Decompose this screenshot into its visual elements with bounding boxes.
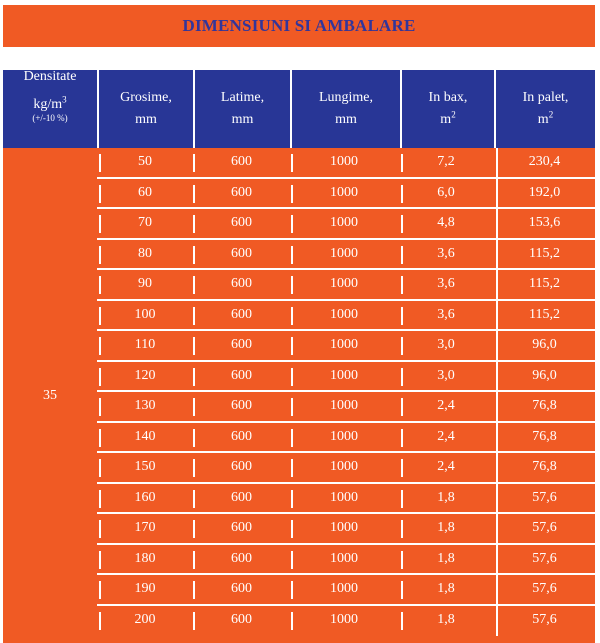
cell-divider <box>291 398 293 416</box>
cell-divider <box>496 331 498 362</box>
cell-pallet: 76,8 <box>532 459 557 475</box>
cell-divider <box>193 398 195 416</box>
header-density <box>3 70 97 148</box>
table-row <box>97 484 595 515</box>
cell-length: 1000 <box>330 367 358 383</box>
cell-divider <box>401 520 403 538</box>
cell-divider <box>496 301 498 332</box>
cell-divider <box>193 551 195 569</box>
cell-divider <box>291 276 293 294</box>
cell-width: 600 <box>231 245 252 261</box>
cell-thickness: 180 <box>134 550 156 566</box>
cell-divider <box>99 490 101 508</box>
cell-divider <box>99 551 101 569</box>
cell-thickness: 90 <box>138 276 152 292</box>
cell-thickness: 70 <box>138 215 152 231</box>
table-row <box>97 148 595 179</box>
cell-divider <box>496 240 498 271</box>
cell-width: 600 <box>231 459 252 475</box>
table-row <box>97 545 595 576</box>
cell-length: 1000 <box>330 184 358 200</box>
table-row <box>97 209 595 240</box>
cell-length: 1000 <box>330 154 358 170</box>
cell-divider <box>496 179 498 210</box>
cell-length: 1000 <box>330 306 358 322</box>
cell-width: 600 <box>231 611 252 627</box>
cell-divider <box>193 368 195 386</box>
cell-divider <box>496 148 498 179</box>
cell-pallet: 96,0 <box>532 337 557 353</box>
cell-divider <box>401 276 403 294</box>
header-width: Latime, mm <box>220 90 265 127</box>
cell-divider <box>99 337 101 355</box>
cell-box: 2,4 <box>437 459 455 475</box>
cell-divider <box>401 185 403 203</box>
cell-divider <box>193 185 195 203</box>
cell-divider <box>291 246 293 264</box>
cell-pallet: 115,2 <box>529 245 560 261</box>
cell-box: 1,8 <box>437 550 455 566</box>
cell-divider <box>99 215 101 233</box>
cell-divider <box>401 429 403 447</box>
cell-divider <box>99 429 101 447</box>
header-density-tolerance: (+/-10 %) <box>32 113 68 123</box>
cell-length: 1000 <box>330 520 358 536</box>
cell-divider <box>401 490 403 508</box>
title-bar <box>3 5 595 47</box>
header-density-label: Densitate <box>23 69 77 84</box>
cell-divider <box>291 368 293 386</box>
cell-width: 600 <box>231 581 252 597</box>
cell-box: 2,4 <box>437 398 455 414</box>
cell-divider <box>291 185 293 203</box>
cell-width: 600 <box>231 154 252 170</box>
cell-divider <box>401 215 403 233</box>
cell-box: 1,8 <box>437 611 455 627</box>
cell-divider <box>496 606 498 637</box>
cell-divider <box>99 459 101 477</box>
cell-pallet: 96,0 <box>532 367 557 383</box>
cell-width: 600 <box>231 520 252 536</box>
cell-divider <box>401 612 403 630</box>
cell-box: 3,0 <box>437 367 455 383</box>
header-density-unit: $kg/m^3$ <box>33 94 67 112</box>
cell-divider <box>401 246 403 264</box>
cell-box: 4,8 <box>437 215 455 231</box>
cell-box: 1,8 <box>437 489 455 505</box>
cell-divider <box>496 423 498 454</box>
table-row <box>97 301 595 332</box>
cell-pallet: 115,2 <box>529 276 560 292</box>
cell-thickness: 130 <box>134 398 156 414</box>
cell-width: 600 <box>231 184 252 200</box>
cell-thickness: 140 <box>134 428 156 444</box>
cell-thickness: 120 <box>134 367 156 383</box>
cell-pallet: 57,6 <box>532 611 557 627</box>
cell-divider <box>99 520 101 538</box>
cell-width: 600 <box>231 367 252 383</box>
cell-width: 600 <box>231 337 252 353</box>
cell-pallet: 57,6 <box>532 581 557 597</box>
cell-pallet: 57,6 <box>532 550 557 566</box>
cell-width: 600 <box>231 215 252 231</box>
cell-divider <box>193 337 195 355</box>
cell-divider <box>401 368 403 386</box>
cell-divider <box>193 215 195 233</box>
cell-thickness: 170 <box>134 520 156 536</box>
cell-divider <box>401 307 403 325</box>
cell-divider <box>99 612 101 630</box>
cell-divider <box>291 154 293 172</box>
header-box: In bax, $m^2$ <box>428 90 468 127</box>
cell-pallet: 57,6 <box>532 489 557 505</box>
page-title: DIMENSIUNI SI AMBALARE <box>182 16 416 35</box>
cell-divider <box>99 154 101 172</box>
cell-length: 1000 <box>330 459 358 475</box>
cell-length: 1000 <box>330 550 358 566</box>
cell-divider <box>401 459 403 477</box>
cell-length: 1000 <box>330 611 358 627</box>
cell-box: 1,8 <box>437 520 455 536</box>
table-row <box>97 423 595 454</box>
cell-width: 600 <box>231 398 252 414</box>
table-row <box>97 362 595 393</box>
cell-length: 1000 <box>330 245 358 261</box>
table-row <box>97 270 595 301</box>
cell-divider <box>401 337 403 355</box>
cell-divider <box>291 459 293 477</box>
cell-divider <box>291 337 293 355</box>
cell-divider <box>291 307 293 325</box>
cell-pallet: 153,6 <box>528 215 561 231</box>
cell-divider <box>496 514 498 545</box>
cell-pallet: 76,8 <box>532 398 557 414</box>
cell-box: 3,6 <box>437 245 455 261</box>
cell-divider <box>496 575 498 606</box>
cell-width: 600 <box>231 428 252 444</box>
cell-divider <box>496 392 498 423</box>
cell-box: 7,2 <box>437 154 455 170</box>
table-header <box>3 70 595 148</box>
cell-divider <box>99 581 101 599</box>
cell-width: 600 <box>231 550 252 566</box>
cell-length: 1000 <box>330 581 358 597</box>
cell-width: 600 <box>231 276 252 292</box>
cell-divider <box>193 276 195 294</box>
cell-divider <box>193 612 195 630</box>
cell-divider <box>291 520 293 538</box>
cell-divider <box>193 520 195 538</box>
table-row <box>97 514 595 545</box>
cell-divider <box>291 551 293 569</box>
table-row <box>97 331 595 362</box>
cell-thickness: 60 <box>138 184 152 200</box>
table-row <box>97 179 595 210</box>
cell-thickness: 50 <box>138 154 152 170</box>
cell-divider <box>99 246 101 264</box>
cell-divider <box>193 429 195 447</box>
cell-length: 1000 <box>330 398 358 414</box>
cell-length: 1000 <box>330 276 358 292</box>
cell-divider <box>193 307 195 325</box>
cell-length: 1000 <box>330 489 358 505</box>
cell-divider <box>291 215 293 233</box>
cell-thickness: 190 <box>134 581 156 597</box>
header-thickness: Grosime, mm <box>120 90 172 127</box>
cell-box: 3,6 <box>437 276 455 292</box>
cell-pallet: 57,6 <box>532 520 557 536</box>
cell-divider <box>99 276 101 294</box>
cell-divider <box>99 307 101 325</box>
cell-divider <box>401 154 403 172</box>
cell-divider <box>99 185 101 203</box>
cell-pallet: 115,2 <box>529 306 560 322</box>
cell-divider <box>496 484 498 515</box>
table-row <box>97 392 595 423</box>
cell-width: 600 <box>231 306 252 322</box>
cell-divider <box>291 429 293 447</box>
dimensions-table <box>3 70 595 643</box>
density-value: 35 <box>43 387 57 403</box>
table-row <box>97 606 595 637</box>
cell-divider <box>193 246 195 264</box>
cell-divider <box>291 581 293 599</box>
cell-thickness: 200 <box>134 611 156 627</box>
cell-thickness: 100 <box>134 306 156 322</box>
cell-divider <box>496 209 498 240</box>
cell-width: 600 <box>231 489 252 505</box>
cell-divider <box>193 581 195 599</box>
cell-box: 1,8 <box>437 581 455 597</box>
cell-length: 1000 <box>330 337 358 353</box>
cell-divider <box>496 545 498 576</box>
header-pallet: In palet, $m^2$ <box>522 90 569 127</box>
cell-thickness: 160 <box>134 489 156 505</box>
cell-length: 1000 <box>330 215 358 231</box>
cell-divider <box>291 490 293 508</box>
table-row <box>97 240 595 271</box>
cell-divider <box>99 398 101 416</box>
cell-divider <box>193 154 195 172</box>
header-length: Lungime, mm <box>318 90 374 127</box>
table-body <box>97 148 595 636</box>
cell-divider <box>99 368 101 386</box>
cell-divider <box>496 362 498 393</box>
table-row <box>97 575 595 606</box>
cell-divider <box>401 398 403 416</box>
cell-divider <box>401 551 403 569</box>
cell-divider <box>496 270 498 301</box>
cell-divider <box>496 453 498 484</box>
cell-thickness: 150 <box>134 459 156 475</box>
table-row <box>97 453 595 484</box>
cell-length: 1000 <box>330 428 358 444</box>
cell-box: 3,0 <box>437 337 455 353</box>
cell-divider <box>193 490 195 508</box>
cell-box: 3,6 <box>437 306 455 322</box>
cell-thickness: 110 <box>134 337 156 353</box>
cell-divider <box>291 612 293 630</box>
cell-box: 2,4 <box>437 428 455 444</box>
cell-pallet: 230,4 <box>528 154 561 170</box>
cell-divider <box>193 459 195 477</box>
cell-box: 6,0 <box>437 184 455 200</box>
cell-pallet: 192,0 <box>528 184 561 200</box>
cell-divider <box>401 581 403 599</box>
cell-pallet: 76,8 <box>532 428 557 444</box>
cell-thickness: 80 <box>138 245 152 261</box>
